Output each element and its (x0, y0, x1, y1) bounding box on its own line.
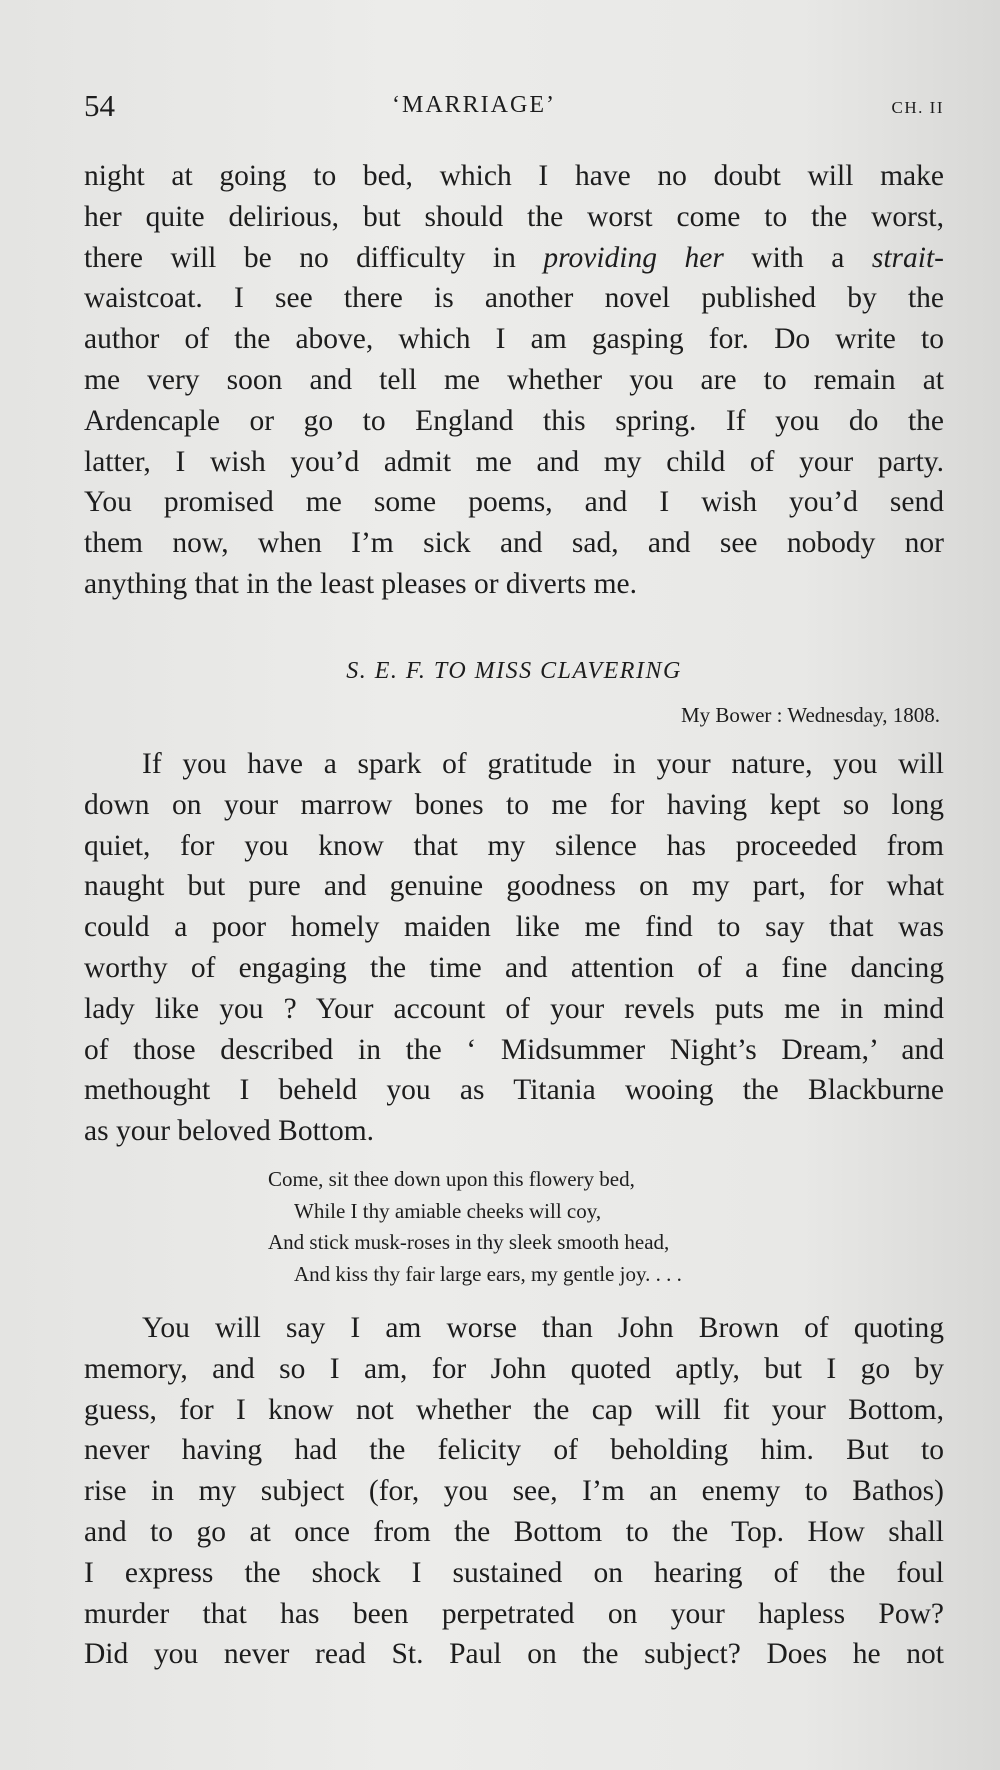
italic-phrase: providing her (543, 241, 724, 274)
letter-dateline: My Bower : Wednesday, 1808. (680, 703, 940, 727)
text-line: down on your marrow bones to me for having kept so long (84, 788, 944, 821)
text-line: night at going to bed, which I have no doubt will make (84, 160, 944, 192)
text-line: never having had the felicity of beholding him. But to (84, 1434, 944, 1467)
paragraph-continuation (84, 1308, 944, 1675)
text-line: her quite delirious, but should the worst come to the worst, (84, 200, 944, 233)
text-line: and to go at once from the Bottom to the Top. How shall (84, 1515, 944, 1548)
verse-line: And kiss thy fair large ears, my gentle joy. . . . (294, 1261, 682, 1286)
text-line: I express the shock I sustained on hearing of the foul (84, 1556, 944, 1589)
text-line: rise in my subject (for, you see, I’m an enemy to Bathos) (84, 1475, 944, 1508)
text-line: If you have a spark of gratitude in your nature, you will (142, 748, 944, 780)
verse-line: And stick musk-roses in thy sleek smooth head, (268, 1230, 670, 1254)
text-line: memory, and so I am, for John quoted aptly, but I go by (84, 1352, 944, 1385)
text-line: methought I beheld you as Titania wooing the Blackburne (84, 1074, 944, 1107)
text-line: You promised me some poems, and I wish you’d send (84, 486, 944, 519)
page-header (84, 88, 944, 132)
text-run: with a (723, 241, 872, 274)
text-line: worthy of engaging the time and attention of a fine dancing (84, 951, 944, 984)
chapter-label: CH. II (891, 98, 944, 117)
text-line: Did you never read St. Paul on the subject? Does he not (84, 1638, 944, 1671)
running-title: ‘MARRIAGE’ (392, 92, 556, 118)
text-line: quiet, for you know that my silence has proceeded from (84, 829, 944, 862)
text-line: waistcoat. I see there is another novel published by the (84, 282, 944, 315)
paragraph-letter-body (84, 744, 944, 1152)
text-line: them now, when I’m sick and sad, and see nobody nor (84, 527, 944, 560)
text-line: anything that in the least pleases or diverts me. (84, 567, 637, 600)
text-line: latter, I wish you’d admit me and my child of your party. (84, 445, 944, 478)
text-line: You will say I am worse than John Brown of quoting (142, 1312, 944, 1344)
paragraph-letter-end (84, 156, 944, 605)
text-line: lady like you ? Your account of your revels puts me in mind (84, 992, 944, 1025)
text-line: murder that has been perpetrated on your hapless Pow? (84, 1597, 944, 1630)
text-line: as your beloved Bottom. (84, 1115, 375, 1148)
verse-line: Come, sit thee down upon this flowery bed, (268, 1167, 635, 1191)
letter-heading: S. E. F. TO MISS CLAVERING (346, 658, 682, 684)
text-run: there will be no difficulty in (84, 241, 544, 274)
text-line (84, 238, 944, 279)
verse-line: While I thy amiable cheeks will coy, (294, 1198, 602, 1223)
text-line: of those described in the ‘ Midsummer Night’s Dream,’ and (84, 1033, 944, 1066)
text-line: me very soon and tell me whether you are to remain at (84, 363, 944, 396)
verse-quotation (268, 1164, 682, 1290)
text-line: Ardencaple or go to England this spring. If you do the (84, 404, 944, 437)
text-line: author of the above, which I am gasping for. Do write to (84, 323, 944, 356)
italic-word: strait- (871, 241, 944, 274)
text-line: guess, for I know not whether the cap will fit your Bottom, (84, 1393, 944, 1426)
text-line: naught but pure and genuine goodness on my part, for what (84, 870, 944, 903)
text-line: could a poor homely maiden like me find to say that was (84, 911, 944, 944)
page-number: 54 (84, 88, 115, 123)
